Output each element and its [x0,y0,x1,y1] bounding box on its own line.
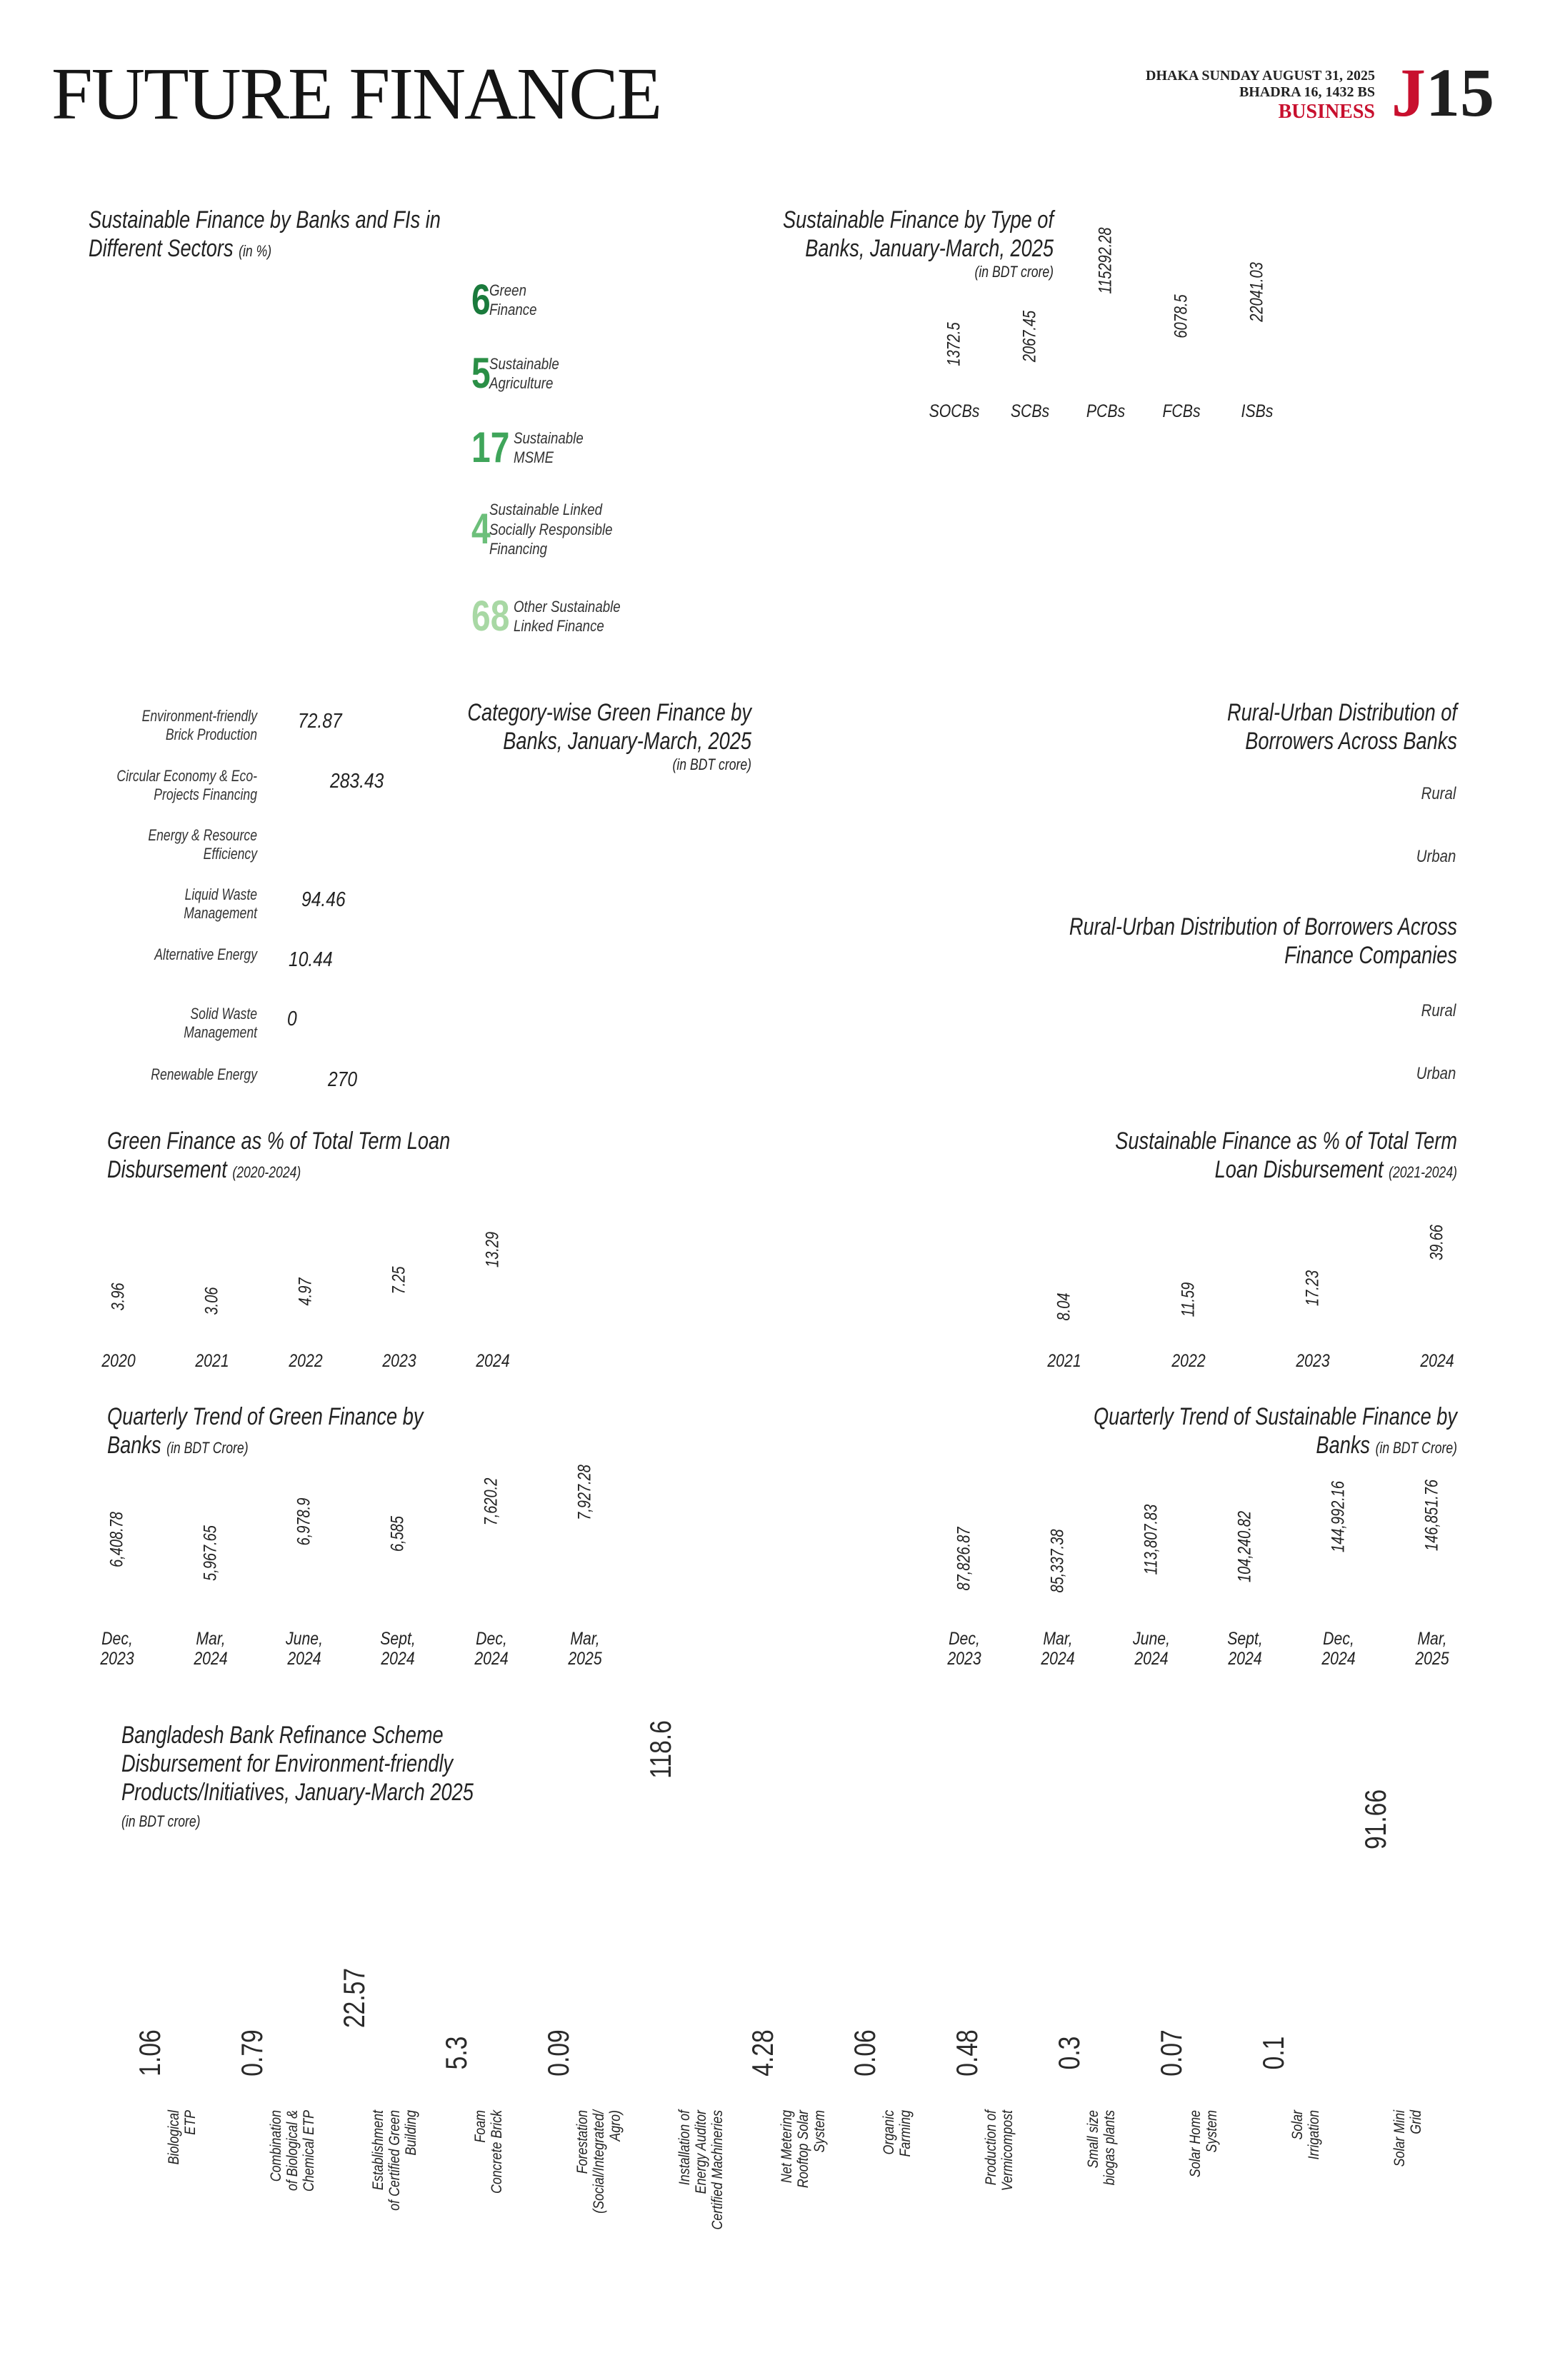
sector-label-line: Agriculture [489,374,554,392]
refinance-category-line: Irrigation [1306,2110,1323,2160]
greenq-category-line: Dec, [476,1629,507,1649]
refinance-value-label: 0.3 [1052,2036,1086,2070]
sector-label [489,500,613,559]
sector-label [489,354,559,393]
greencat-category-line: Alternative Energy [154,945,257,963]
refinance-category-line: Building [403,2110,420,2156]
refinance-category-label [166,2110,199,2164]
sustq-category-label [1227,1630,1263,1669]
refinance-category-label [676,2110,726,2230]
refinance-category-line: of Certified Green [386,2110,404,2211]
refinance-category-label [472,2110,505,2194]
greenpct-value-label: 13.29 [482,1231,503,1268]
refinance-value-label: 0.06 [848,2029,881,2077]
sustpct-category-label: 2022 [1171,1351,1206,1371]
banktype-value-label: 2067.45 [1019,311,1040,363]
banktype-value-label: 1372.5 [944,322,964,366]
sector-label-line: Other Sustainable [513,597,621,616]
greenq-value-label: 6,408.78 [106,1511,127,1567]
greencat-category-line: Management [184,904,257,923]
refinance-category-line: Biological [166,2110,182,2165]
banktype-title-line-1: Sustainable Finance by Type of [782,206,1054,234]
refinance-value-label: 5.3 [439,2036,473,2070]
greencat-value-label: 283.43 [330,770,384,793]
greencat-category-line: Brick Production [165,725,257,744]
refinance-category-line: Chemical ETP [301,2110,318,2192]
sustq-category-line: Mar, [1043,1629,1073,1649]
sector-value: 68 [471,592,510,640]
page-number [1391,54,1494,131]
greencat-category-line: Environment-friendly [141,707,257,725]
refinance-category-line: Rooftop Solar [795,2110,812,2189]
refinance-category-line: ETP [182,2110,199,2135]
greenpct-value-label: 3.96 [108,1282,129,1311]
page-letter: J [1391,54,1426,131]
greencat-category-label [63,1065,257,1084]
sustpct-category-label: 2023 [1296,1351,1330,1371]
sustq-category-line: Sept, [1227,1629,1263,1649]
banktype-category-label: FCBs [1162,401,1201,421]
refinance-value-label: 0.1 [1256,2036,1290,2070]
banktype-value-label: 6078.5 [1171,294,1191,338]
greenq-title-line-2: Banks [107,1432,161,1460]
greenpct-unit: (2020-2024) [232,1163,301,1182]
greenpct-title-line-1: Green Finance as % of Total Term Loan [107,1128,451,1155]
greenq-category-label [568,1630,601,1669]
refinance-category-line: Organic [881,2110,897,2155]
sustq-value-label: 104,240.82 [1234,1511,1255,1583]
refinance-title-line-2: Disbursement for Environment-friendly [121,1750,454,1778]
sustq-category-line: 2024 [1041,1648,1075,1669]
refinance-category-line: Combination [268,2110,284,2182]
rural-banks-title [1057,698,1457,755]
refinance-category-label [1187,2110,1220,2177]
sustq-value-label: 146,851.76 [1421,1479,1442,1552]
refinance-value-label: 0.07 [1154,2029,1188,2077]
greenq-category-label [286,1630,323,1669]
sustq-category-line: 2024 [1321,1648,1356,1669]
sector-label-line: Sustainable [513,428,584,447]
greenpct-category-label: 2021 [195,1351,229,1371]
section-name: BUSINESS [1278,101,1375,123]
refinance-value-label: 118.6 [644,1720,677,1779]
sector-label-line: Sustainable Linked [489,501,603,518]
sectors-chart-title [89,206,454,263]
greencat-category-line: Circular Economy & Eco- [116,767,257,785]
greenq-category-line: 2024 [194,1648,228,1669]
refinance-category-line: Forestation [574,2110,591,2174]
rural-fcs-label-urban: Urban [1416,1064,1456,1083]
rural-fcs-title-line-1: Rural-Urban Distribution of Borrowers Across [1069,913,1457,940]
greenpct-category-label: 2022 [289,1351,323,1371]
greencat-category-line: Solid Waste [190,1005,257,1023]
greenq-category-line: Sept, [380,1629,416,1649]
sector-label-line: Finance [489,301,537,318]
sector-label-line: Sustainable [489,354,560,373]
banktype-category-label: PCBs [1086,401,1126,421]
sustq-title-line-1: Quarterly Trend of Sustainable Finance by [1093,1403,1457,1430]
refinance-category-label [983,2110,1016,2191]
greencat-category-label [63,767,257,805]
greenq-value-label: 5,967.65 [200,1525,221,1581]
greencat-title-line-1: Category-wise Green Finance by [467,699,751,726]
refinance-category-line: Foam [472,2110,489,2143]
sectors-unit: (in %) [239,242,272,261]
greenq-category-label [100,1630,134,1669]
banktype-category-label: SCBs [1010,401,1050,421]
greenq-category-label [194,1630,227,1669]
sustq-category-label [1415,1630,1449,1669]
refinance-category-line: Agro) [607,2110,624,2142]
refinance-category-line: Installation of [676,2110,693,2186]
greencat-category-line: Projects Financing [154,785,257,804]
sector-value: 4 [471,505,491,553]
greenq-category-line: Mar, [196,1629,226,1649]
greencat-category-label [63,945,257,964]
sector-legend-item [471,592,639,640]
sector-label [489,281,537,320]
sustpct-category-label: 2021 [1047,1351,1081,1371]
greencat-category-line: Energy & Resource [148,826,257,844]
refinance-category-line: Energy Auditor [693,2110,710,2194]
sector-legend-item [471,278,546,321]
sector-label [514,597,621,636]
sector-value: 6 [471,276,491,323]
sector-legend-item [471,423,596,471]
date-line-1: DHAKA SUNDAY AUGUST 31, 2025 [1146,68,1375,84]
sustq-category-label [1041,1630,1074,1669]
sustq-category-label [1321,1630,1355,1669]
greencat-value-label: 0 [287,1008,297,1030]
greencat-unit: (in BDT crore) [672,755,751,774]
sustpct-title-line-2: Loan Disbursement [1214,1156,1384,1184]
sustq-title-line-2: Banks [1316,1432,1371,1460]
sustq-value-label: 113,807.83 [1141,1505,1161,1575]
sector-legend-item [471,500,634,559]
sustq-category-line: Mar, [1417,1629,1447,1649]
refinance-category-label [881,2110,914,2156]
refinance-category-line: Small size [1085,2110,1101,2169]
greenq-category-line: 2025 [568,1648,602,1669]
refinance-category-label [1391,2110,1424,2166]
banktype-chart-title [688,206,1054,281]
sustq-category-line: 2023 [947,1648,981,1669]
sector-label-line: Green [489,281,527,299]
refinance-category-line: biogas plants [1101,2110,1119,2186]
greenpct-category-label: 2023 [382,1351,416,1371]
sector-legend-item [471,349,571,397]
sustq-category-line: Dec, [949,1629,980,1649]
banktype-title-line-2: Banks, January-March, 2025 [805,235,1054,263]
greenq-title-line-1: Quarterly Trend of Green Finance by [107,1403,424,1430]
greencat-category-label [63,826,257,864]
greencat-value-label: 72.87 [298,710,343,733]
dateline [1146,68,1375,124]
greenq-unit: (in BDT Crore) [166,1439,249,1457]
refinance-category-label [574,2110,624,2214]
refinance-value-label: 0.09 [541,2029,575,2077]
sustq-category-label [947,1630,981,1669]
refinance-value-label: 0.48 [950,2029,984,2077]
greencat-title-line-2: Banks, January-March, 2025 [503,728,751,755]
greenpct-value-label: 4.97 [295,1277,316,1306]
banktype-category-label: SOCBs [929,401,980,421]
sustq-category-line: 2024 [1134,1648,1169,1669]
rural-fcs-title-line-2: Finance Companies [1284,942,1457,970]
greenq-category-line: 2023 [100,1648,134,1669]
refinance-title-line-1: Bangladesh Bank Refinance Scheme [121,1722,444,1749]
greenpct-title-line-2: Disbursement [107,1156,227,1184]
refinance-category-line: System [1204,2110,1221,2153]
refinance-category-label [1085,2110,1118,2185]
refinance-value-label: 1.06 [133,2029,166,2077]
refinance-category-line: Concrete Brick [489,2110,506,2194]
rural-fcs-label-rural: Rural [1421,1001,1456,1020]
refinance-category-label [1289,2110,1322,2159]
greenq-value-label: 7,620.2 [481,1477,501,1526]
date-line-2: BHADRA 16, 1432 BS [1239,84,1375,100]
sustq-value-label: 87,826.87 [954,1527,974,1591]
greencat-chart-title [386,698,751,774]
refinance-category-line: Establishment [370,2110,386,2191]
refinance-category-line: of Biological & [284,2110,301,2191]
sustpct-value-label: 39.66 [1426,1224,1447,1261]
sustq-category-line: 2024 [1228,1648,1262,1669]
refinance-category-line: Net Metering [779,2110,795,2184]
greenq-category-line: 2024 [381,1648,415,1669]
sustq-value-label: 85,337.38 [1047,1529,1068,1593]
refinance-category-line: (Social/Integrated/ [591,2110,608,2214]
refinance-value-label: 0.79 [235,2029,269,2077]
greencat-category-label [63,707,257,745]
sustq-chart-title [1057,1402,1457,1460]
refinance-category-line: Production of [983,2110,999,2186]
greenq-category-line: 2024 [287,1648,321,1669]
refinance-category-line: Solar [1289,2110,1306,2140]
greenq-category-line: Mar, [570,1629,600,1649]
greenpct-category-label: 2024 [476,1351,510,1371]
greenq-category-label [380,1630,416,1669]
refinance-category-line: Solar Home [1187,2110,1204,2178]
banktype-category-label: ISBs [1241,401,1274,421]
sector-label-line: Linked Finance [513,617,604,635]
refinance-category-line: Solar Mini [1391,2110,1408,2167]
sustpct-chart-title [1057,1127,1457,1184]
refinance-chart-title [121,1721,579,1831]
sector-label-line: Financing [489,540,548,558]
greenq-category-line: June, [286,1629,323,1649]
greenq-category-label [474,1630,508,1669]
sustq-category-label [1133,1630,1170,1669]
sustq-category-line: Dec, [1323,1629,1354,1649]
refinance-category-line: Grid [1408,2110,1425,2134]
page-digits: 15 [1426,54,1494,131]
greencat-value-label: 10.44 [289,948,333,971]
sector-label [514,428,584,468]
sector-label-line: MSME [513,448,554,466]
banktype-value-label: 115292.28 [1095,227,1116,294]
refinance-category-label [370,2110,419,2211]
sustpct-unit: (2021-2024) [1389,1163,1457,1182]
greenpct-category-label: 2020 [101,1351,136,1371]
sectors-title-text: Sustainable Finance by Banks and FIs in Different Sectors [89,206,441,263]
sustq-unit: (in BDT Crore) [1375,1439,1457,1457]
rural-banks-label-rural: Rural [1421,784,1456,803]
greenq-value-label: 7,927.28 [574,1465,595,1520]
refinance-category-line: Farming [897,2110,914,2157]
greencat-category-label [63,885,257,923]
greencat-value-label: 270 [328,1068,358,1091]
greencat-category-line: Renewable Energy [151,1065,257,1083]
sector-value: 17 [471,423,510,471]
banktype-value-label: 22041.03 [1246,261,1267,322]
sustpct-value-label: 17.23 [1302,1270,1323,1306]
section-title: FUTURE FINANCE [51,53,661,135]
refinance-category-label [779,2110,828,2188]
refinance-value-label: 22.57 [337,1968,371,2029]
greencat-category-line: Efficiency [203,845,257,863]
rural-banks-title-line-2: Borrowers Across Banks [1245,728,1457,755]
sustq-category-line: 2025 [1415,1648,1449,1669]
greencat-category-line: Liquid Waste [184,885,257,903]
rural-banks-title-line-1: Rural-Urban Distribution of [1227,699,1457,726]
refinance-category-label [268,2110,317,2191]
greenq-value-label: 6,585 [387,1516,408,1552]
greenpct-value-label: 3.06 [201,1287,222,1315]
greenpct-value-label: 7.25 [389,1266,409,1294]
greenq-chart-title [107,1402,507,1460]
greenq-category-line: 2024 [474,1648,509,1669]
refinance-category-line: Certified Machineries [709,2110,726,2230]
banktype-unit: (in BDT crore) [974,263,1054,281]
refinance-value-label: 91.66 [1359,1789,1392,1849]
refinance-value-label: 4.28 [746,2029,779,2077]
sustpct-value-label: 8.04 [1054,1292,1074,1321]
greencat-category-line: Management [184,1023,257,1042]
sustpct-category-label: 2024 [1420,1351,1454,1371]
rural-banks-label-urban: Urban [1416,847,1456,866]
sustpct-value-label: 11.59 [1178,1282,1199,1317]
refinance-unit: (in BDT crore) [121,1812,201,1831]
sustq-category-line: June, [1133,1629,1170,1649]
greenpct-chart-title [107,1127,507,1184]
greenq-category-line: Dec, [101,1629,133,1649]
greenq-value-label: 6,978.9 [294,1497,314,1546]
sector-value: 5 [471,349,491,397]
refinance-title-line-3: Products/Initiatives, January-March 2025 [121,1779,474,1807]
sustpct-title-line-1: Sustainable Finance as % of Total Term [1115,1128,1457,1155]
greencat-category-label [63,1005,257,1043]
rural-fcs-title [943,913,1457,970]
sustq-value-label: 144,992.16 [1328,1480,1349,1552]
refinance-category-line: System [811,2110,829,2153]
refinance-category-line: Vermicompost [999,2110,1016,2191]
greencat-value-label: 94.46 [301,888,346,911]
sector-label-line: Socially Responsible [489,520,613,538]
